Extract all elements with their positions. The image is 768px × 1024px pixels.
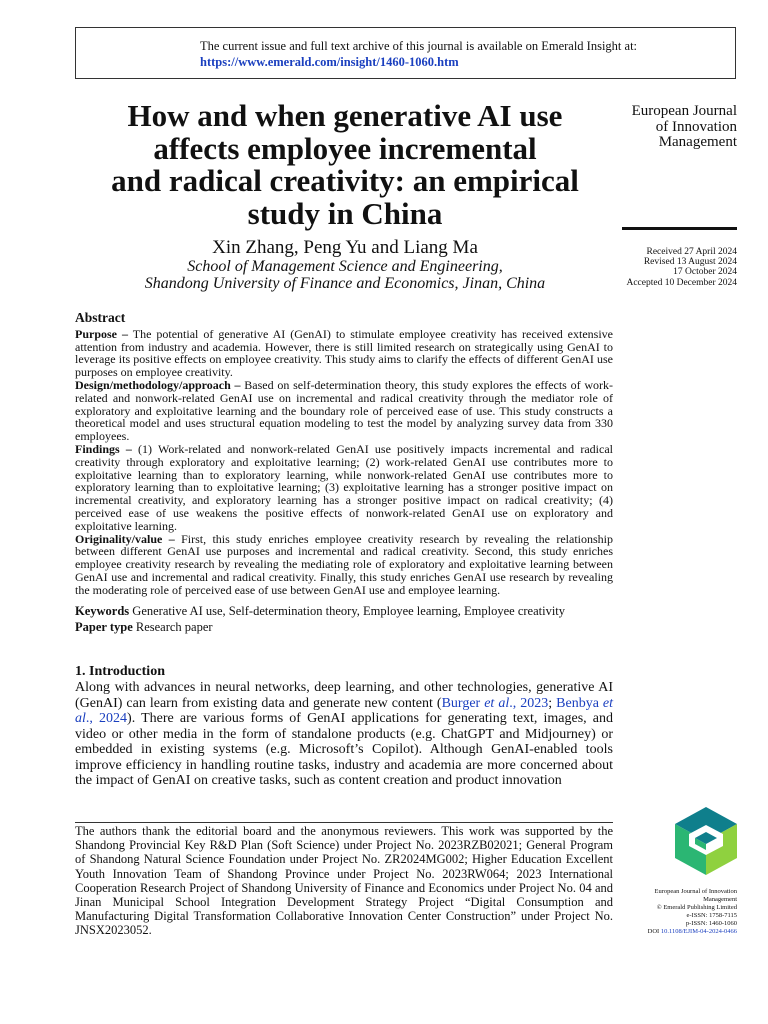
paper-type-value: Research paper [132,620,213,634]
date-received: Received 27 April 2024 [646,247,737,257]
imprint-eissn: e-ISSN: 1758-7115 [686,912,737,919]
date-revised: 17 October 2024 [673,267,737,278]
article-dates [610,247,737,288]
keywords [75,604,565,619]
article-title [75,100,615,230]
findings-label: Findings – [75,441,132,456]
citation-etal: et al [484,695,510,711]
doi-link[interactable]: 10.1108/EJIM-04-2024-0466 [660,928,737,935]
journal-archive-box [75,27,736,79]
journal-name-line: of Innovation [655,118,737,135]
abstract-purpose [75,328,613,379]
design-text: Based on self-determination theory, this study explores the effects of work-related and nonwork-related GenAI use on incremental and radical creativity through the mediator role of exploratory and exploitative learning and the boundary role of perceived ease of use. This study constructs a theoretical model and uses structural equation modeling to test the model by analyzing survey data from 330 employees. [75,377,613,444]
citation-link[interactable] [442,696,549,711]
originality-text: First, this study enriches employee creativity research by revealing the relationship between different GenAI use purposes and incremental and radical creativity. Second, this study enriches employee creativity research by revealing the mediating role of exploratory and exploitative learning between GenAI use and incremental and radical creativity. Finally, this study enriches GenAI use research by revealing the moderating role of perceived ease of use between GenAI use and employee learning. [75,531,613,597]
title-line: affects employee incremental [153,130,537,166]
paper-type [75,620,213,635]
journal-divider [622,227,737,230]
affiliation-line: Shandong University of Finance and Economics, Jinan, China [144,275,546,292]
emerald-logo-icon [673,805,739,877]
citation-etal: et al [75,695,614,726]
originality-label: Originality/value – [75,531,175,546]
imprint-journal: European Journal of Innovation [654,888,737,895]
imprint-pissn: p-ISSN: 1460-1060 [685,920,737,927]
footnote-divider [75,822,613,823]
citation-year: ., 2023 [509,695,549,711]
imprint-journal: Management [703,896,737,903]
journal-name [610,104,737,151]
title-line: and radical creativity: an empirical [111,163,579,198]
doi-label: DOI [647,928,661,935]
affiliation-line: School of Management Science and Engineering, [187,258,503,275]
abstract-heading: Abstract [75,310,126,325]
abstract-design [75,379,613,443]
funding-footnote: The authors thank the editorial board and the anonymous reviewers. This work was supported by the Shandong Provincial Key R&D Plan (Soft Science) under Project No. 2023RZB02021; General Program of Shandong Natural Science Foundation under Project No. ZR2024MG002; Higher Education Excellent Youth Innovation Team of Shandong Province under Project No. 2023RW064; 2023 International Cooperation Research Project of Shandong University of Finance and Economics under Project No. 04 and Jinan Municipal School Integration Development Strategy Project “Digital Consumption and Manufacturing Digital Transformation Collaborative Innovation Center Construction” under Project No. JNSX2023052. [75,824,613,938]
intro-paragraph [75,680,613,789]
intro-text: Along with advances in neural networks, deep learning, and other technologies, generative AI (GenAI) can learn from existing data and generate new content ( [75,680,613,711]
journal-imprint [620,888,737,936]
title-line: study in China [247,195,443,231]
keywords-label: Keywords [75,604,130,618]
imprint-doi [620,928,737,936]
archive-text: The current issue and full text archive of this journal is available on Emerald Insight at: [200,39,638,53]
findings-text: (1) Work-related and nonwork-related GenAI use positively impacts incremental and radical creativity through exploratory and exploitative learning; (2) work-related GenAI use contributes more to exploitative learning than to exploratory learning, while nonwork-related GenAI use contributes more to exploratory learning than to exploitative learning; (3) exploitative learning has a stronger positive impact on incremental creativity, and exploratory learning has a stronger positive impact on radical creativity; (4) perceived ease of use weakens the positive effects of nonwork-related GenAI use on exploratory and exploitative learning. [75,441,613,533]
date-accepted: Accepted 10 December 2024 [626,277,737,288]
intro-text: ). There are various forms of GenAI applications for generating text, images, and video or other media in the form of standalone products (e.g. ChatGPT and Midjourney) or embedded in existing systems (e.g. Microsoft’s Copilot). Although GenAI-enabled tools improve efficiency in handling routine tasks, industry and academia are more concerned about the impact of GenAI on creative tasks, such as content creation and product innovation [75,711,613,788]
journal-name-line: Management [658,134,737,150]
keywords-value: Generative AI use, Self-determination theory, Employee learning, Employee creativity [129,604,566,618]
journal-name-line: European Journal [631,103,737,119]
purpose-text: The potential of generative AI (GenAI) to stimulate employee creativity has received extensive attention from industry and academia. However, there is still limited research on strategically using GenAI to leverage its positive effects on employee creativity. This study aims to clarify the effects of different GenAI use purposes on employee creativity. [75,326,613,380]
citation-author: Burger [441,695,485,711]
abstract [75,312,613,597]
date-revised: Revised 13 August 2024 [643,257,737,268]
design-label: Design/methodology/approach – [75,377,241,392]
archive-link[interactable]: https://www.emerald.com/insight/1460-1060.htm [200,55,459,69]
abstract-findings [75,443,613,533]
citation-author: Benbya [556,695,603,711]
abstract-originality [75,533,613,597]
paper-type-label: Paper type [75,620,133,634]
imprint-publisher: © Emerald Publishing Limited [656,904,737,911]
section-heading: 1. Introduction [75,664,165,679]
citation-separator: ; [548,695,557,711]
citation-year: ., 2024 [85,711,128,726]
authors: Xin Zhang, Peng Yu and Liang Ma [212,237,478,258]
title-line: How and when generative AI use [127,98,563,133]
purpose-label: Purpose – [75,326,128,341]
